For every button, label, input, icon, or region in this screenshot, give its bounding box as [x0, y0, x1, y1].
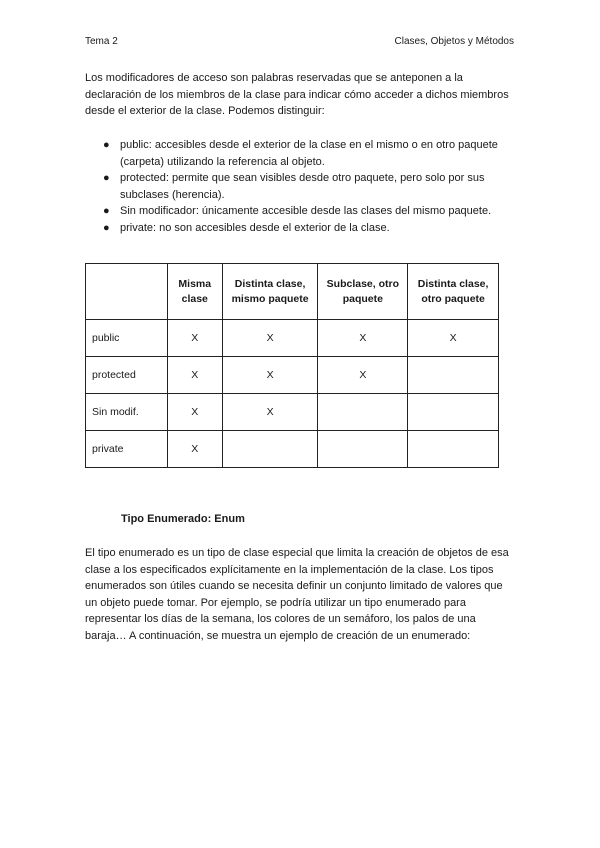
bullet-icon: ●	[103, 205, 110, 217]
header-title: Clases, Objetos y Métodos	[394, 36, 514, 47]
table-cell: X	[318, 320, 408, 357]
list-item	[85, 170, 515, 203]
table-cell	[318, 431, 408, 468]
list-item-text: private: no son accesibles desde el exterior de la clase.	[120, 221, 390, 234]
bullet-icon: ●	[103, 221, 110, 234]
table-cell: X	[167, 394, 222, 431]
table-row	[86, 394, 499, 431]
table-row	[86, 320, 499, 357]
list-item-text: public: accesibles desde el exterior de la clase en el mismo o en otro paquete (carpeta) utilizando la referencia al objeto.	[120, 139, 498, 168]
table-header-row	[86, 264, 499, 320]
row-label: private	[86, 431, 168, 468]
bullet-icon: ●	[103, 139, 110, 151]
list-item	[85, 137, 515, 170]
header-chapter: Tema 2	[85, 36, 118, 47]
intro-paragraph: Los modificadores de acceso son palabras reservadas que se anteponen a la declaración de los miembros de la clase para indicar cómo acceder a dichos miembros desde el exterior de la clase. Podemos distinguir:	[85, 72, 509, 117]
modifier-list	[85, 137, 515, 236]
table-cell: X	[222, 320, 318, 357]
table-header-cell: Distinta clase, otro paquete	[408, 264, 499, 320]
row-label: protected	[86, 357, 168, 394]
table-cell: X	[222, 394, 318, 431]
section-heading: Tipo Enumerado: Enum	[121, 513, 245, 525]
table-row	[86, 357, 499, 394]
table-cell: X	[408, 320, 499, 357]
table-cell: X	[167, 357, 222, 394]
table-header-cell: Subclase, otro paquete	[318, 264, 408, 320]
table-header-cell: Distinta clase, mismo paquete	[222, 264, 318, 320]
table-header-cell	[86, 264, 168, 320]
bullet-icon: ●	[103, 172, 110, 184]
table-row	[86, 431, 499, 468]
row-label: public	[86, 320, 168, 357]
table-cell	[408, 394, 499, 431]
table-cell	[318, 394, 408, 431]
list-item	[85, 220, 515, 237]
table-cell	[408, 431, 499, 468]
table-cell: X	[318, 357, 408, 394]
table-cell	[222, 431, 318, 468]
table-header-cell: Misma clase	[167, 264, 222, 320]
table-cell: X	[222, 357, 318, 394]
enum-paragraph: El tipo enumerado es un tipo de clase especial que limita la creación de objetos de esa clase a los especificados explícitamente en la implementación de la clase. Los tipos enumerados son útiles cuando se necesita definir un conjunto limitado de valores que un objeto puede tomar. Por ejemplo, se podría utilizar un tipo enumerado para representar los días de la semana, los colores de un semáforo, los palos de una baraja… A continuación, se muestra un ejemplo de creación de un enumerado:	[85, 547, 509, 642]
table-cell: X	[167, 320, 222, 357]
list-item	[85, 203, 515, 220]
row-label: Sin modif.	[86, 394, 168, 431]
table-cell	[408, 357, 499, 394]
table-cell: X	[167, 431, 222, 468]
access-modifier-table	[85, 263, 499, 468]
list-item-text: Sin modificador: únicamente accesible desde las clases del mismo paquete.	[120, 205, 492, 217]
list-item-text: protected: permite que sean visibles desde otro paquete, pero solo por sus subclases (herencia).	[120, 172, 485, 201]
